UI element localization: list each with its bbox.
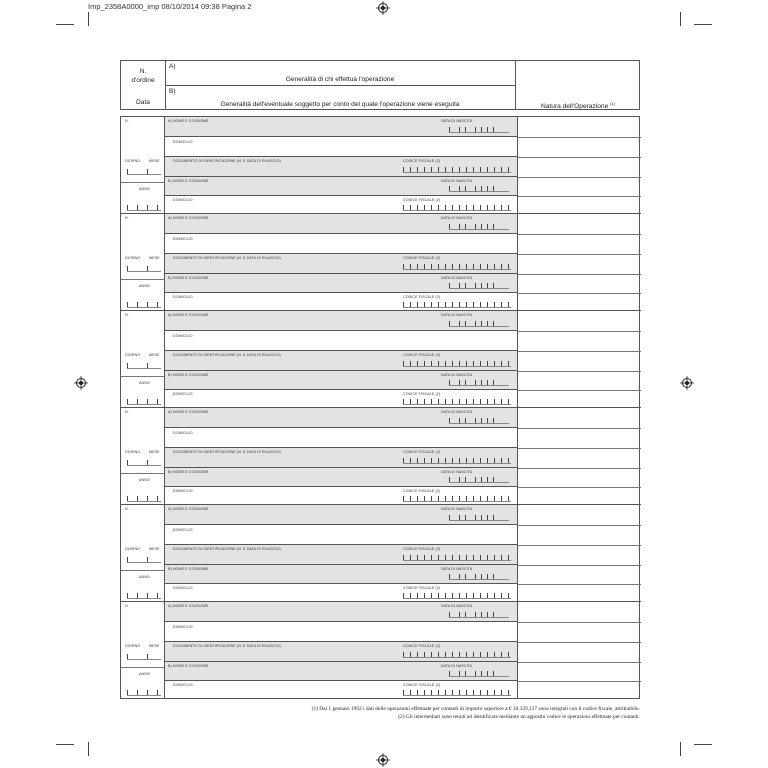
digit-boxes[interactable] bbox=[403, 302, 511, 307]
crop-mark bbox=[88, 12, 89, 26]
giorno-label: GIORNO bbox=[125, 450, 141, 454]
natura-cell[interactable] bbox=[517, 214, 641, 310]
digit-boxes[interactable] bbox=[403, 205, 511, 210]
digit-boxes[interactable] bbox=[403, 555, 511, 560]
anno-label: ANNO bbox=[139, 575, 150, 579]
natura-text: Natura dell'Operazione bbox=[541, 103, 609, 111]
anno-label: ANNO bbox=[139, 284, 150, 288]
registration-mark-icon bbox=[74, 376, 88, 390]
codice-fiscale-label bbox=[403, 392, 440, 396]
b-nome-label: B) NOME E COGNOME bbox=[168, 567, 209, 571]
section-b-label: B) bbox=[169, 88, 176, 95]
data-nascita-label: DATA DI NASCITA bbox=[441, 216, 473, 220]
register-entry bbox=[121, 505, 641, 602]
a-name-row[interactable] bbox=[165, 117, 517, 137]
documento-label: DOCUMENTO DI IDENTIFICAZIONE (N. E DATA DI RILASCIO) bbox=[173, 159, 281, 163]
a-nome-label: A) NOME E COGNOME bbox=[168, 119, 209, 123]
documento-label: DOCUMENTO DI IDENTIFICAZIONE (N. E DATA DI RILASCIO) bbox=[173, 353, 281, 357]
cf-text: CODICE FISCALE bbox=[403, 256, 435, 260]
cf-note: (2) bbox=[435, 256, 441, 260]
documento-label: DOCUMENTO DI IDENTIFICAZIONE (N. E DATA DI RILASCIO) bbox=[173, 644, 281, 648]
order-date-cell[interactable] bbox=[121, 602, 165, 699]
natura-label bbox=[515, 101, 641, 110]
mese-label: MESE bbox=[149, 450, 160, 454]
footnote-2: (2) Gli intermediari sono tenuti ad identificare mediante un apposito codice le operazioni effettuate per contanti. bbox=[398, 714, 640, 720]
domicilio-label: DOMICILIO bbox=[173, 528, 193, 532]
cf-note: (2) bbox=[435, 392, 441, 396]
digit-boxes[interactable] bbox=[127, 496, 161, 501]
n-label: N. bbox=[125, 313, 129, 317]
b-nome-label: B) NOME E COGNOME bbox=[168, 373, 209, 377]
data-nascita-label: DATA DI NASCITA bbox=[441, 410, 473, 414]
domicilio-label: DOMICILIO bbox=[173, 198, 193, 202]
b-nome-label: B) NOME E COGNOME bbox=[168, 276, 209, 280]
digit-boxes[interactable] bbox=[127, 399, 161, 404]
anno-label: ANNO bbox=[139, 187, 150, 191]
register-entry bbox=[121, 117, 641, 214]
codice-fiscale-label bbox=[403, 198, 440, 202]
digit-boxes[interactable] bbox=[403, 496, 511, 501]
codice-fiscale-label bbox=[403, 586, 440, 590]
domicilio-label: DOMICILIO bbox=[173, 586, 193, 590]
register-header bbox=[120, 60, 640, 110]
data-nascita-label: DATA DI NASCITA bbox=[441, 470, 473, 474]
a-nome-label: A) NOME E COGNOME bbox=[168, 216, 209, 220]
a-documento-row[interactable] bbox=[165, 157, 517, 177]
digit-boxes[interactable] bbox=[403, 264, 511, 269]
domicilio-label: DOMICILIO bbox=[173, 431, 193, 435]
b-domicilio-row[interactable] bbox=[165, 390, 517, 408]
b-name-row[interactable] bbox=[165, 274, 517, 293]
codice-fiscale-label bbox=[403, 644, 440, 648]
digit-boxes[interactable] bbox=[449, 127, 509, 132]
register-entry bbox=[121, 214, 641, 311]
a-documento-row[interactable] bbox=[165, 642, 517, 662]
documento-label: DOCUMENTO DI IDENTIFICAZIONE (N. E DATA DI RILASCIO) bbox=[173, 450, 281, 454]
section-b-title: Generalità dell'eventuale soggetto per conto del quale l'operazione viene eseguita bbox=[220, 101, 460, 108]
digit-boxes[interactable] bbox=[403, 167, 511, 172]
digit-boxes[interactable] bbox=[403, 593, 511, 598]
cf-note: (2) bbox=[435, 353, 441, 357]
cf-text: CODICE FISCALE bbox=[403, 353, 435, 357]
registration-mark-icon bbox=[376, 753, 390, 767]
crop-mark bbox=[694, 24, 712, 25]
cf-note: (2) bbox=[435, 159, 441, 163]
b-domicilio-row[interactable] bbox=[165, 293, 517, 311]
register-form bbox=[120, 60, 640, 699]
digit-boxes[interactable] bbox=[449, 321, 509, 326]
a-name-row[interactable] bbox=[165, 602, 517, 622]
b-name-row[interactable] bbox=[165, 565, 517, 584]
cf-note: (2) bbox=[435, 198, 441, 202]
n-label: N. bbox=[125, 216, 129, 220]
cf-note: (2) bbox=[435, 683, 441, 687]
order-date-cell[interactable] bbox=[121, 214, 165, 310]
anno-label: ANNO bbox=[139, 672, 150, 676]
b-domicilio-row[interactable] bbox=[165, 196, 517, 214]
crop-mark bbox=[680, 742, 681, 756]
a-documento-row[interactable] bbox=[165, 351, 517, 371]
data-label: Data bbox=[136, 99, 150, 106]
data-nascita-label: DATA DI NASCITA bbox=[441, 179, 473, 183]
domicilio-label: DOMICILIO bbox=[173, 140, 193, 144]
register-entry bbox=[121, 408, 641, 505]
digit-boxes[interactable] bbox=[403, 690, 511, 695]
data-nascita-label: DATA DI NASCITA bbox=[441, 119, 473, 123]
crop-mark bbox=[56, 24, 74, 25]
codice-fiscale-label bbox=[403, 353, 440, 357]
natura-cell[interactable] bbox=[517, 408, 641, 504]
cf-text: CODICE FISCALE bbox=[403, 586, 435, 590]
a-domicilio-row[interactable] bbox=[165, 622, 517, 642]
section-a-label: A) bbox=[169, 63, 176, 70]
domicilio-label: DOMICILIO bbox=[173, 295, 193, 299]
digit-boxes[interactable] bbox=[127, 593, 161, 598]
a-nome-label: A) NOME E COGNOME bbox=[168, 507, 209, 511]
register-body bbox=[120, 116, 640, 699]
b-name-row[interactable] bbox=[165, 662, 517, 681]
anno-label: ANNO bbox=[139, 478, 150, 482]
mese-label: MESE bbox=[149, 644, 160, 648]
crop-mark bbox=[88, 742, 89, 756]
data-nascita-label: DATA DI NASCITA bbox=[441, 604, 473, 608]
cf-text: CODICE FISCALE bbox=[403, 392, 435, 396]
crop-mark bbox=[694, 744, 712, 745]
ordine-label: N. d'ordine bbox=[131, 68, 155, 84]
b-name-row[interactable] bbox=[165, 177, 517, 196]
domicilio-label: DOMICILIO bbox=[173, 625, 193, 629]
natura-cell[interactable] bbox=[517, 117, 641, 213]
codice-fiscale-label bbox=[403, 256, 440, 260]
n-label: N. bbox=[125, 604, 129, 608]
digit-boxes[interactable] bbox=[449, 380, 509, 385]
digit-boxes[interactable] bbox=[449, 671, 509, 676]
print-slug: Imp_2358A0000_imp 08/10/2014 09:38 Pagina 2 bbox=[88, 2, 252, 11]
digit-boxes[interactable] bbox=[449, 477, 509, 482]
documento-label: DOCUMENTO DI IDENTIFICAZIONE (N. E DATA DI RILASCIO) bbox=[173, 256, 281, 260]
cf-text: CODICE FISCALE bbox=[403, 198, 435, 202]
digit-boxes[interactable] bbox=[127, 654, 161, 659]
cf-text: CODICE FISCALE bbox=[403, 547, 435, 551]
digit-boxes[interactable] bbox=[127, 557, 161, 562]
a-domicilio-row[interactable] bbox=[165, 137, 517, 157]
cf-note: (2) bbox=[435, 295, 441, 299]
giorno-label: GIORNO bbox=[125, 644, 141, 648]
b-nome-label: B) NOME E COGNOME bbox=[168, 470, 209, 474]
cf-text: CODICE FISCALE bbox=[403, 644, 435, 648]
codice-fiscale-label bbox=[403, 450, 440, 454]
cf-text: CODICE FISCALE bbox=[403, 450, 435, 454]
n-label: N. bbox=[125, 410, 129, 414]
data-nascita-label: DATA DI NASCITA bbox=[441, 567, 473, 571]
natura-note: (1) bbox=[610, 101, 615, 106]
data-nascita-label: DATA DI NASCITA bbox=[441, 313, 473, 317]
giorno-label: GIORNO bbox=[125, 353, 141, 357]
digit-boxes[interactable] bbox=[127, 266, 161, 271]
natura-cell[interactable] bbox=[517, 602, 641, 699]
a-domicilio-row[interactable] bbox=[165, 428, 517, 448]
digit-boxes[interactable] bbox=[449, 224, 509, 229]
order-date-cell[interactable] bbox=[121, 117, 165, 213]
giorno-label: GIORNO bbox=[125, 547, 141, 551]
order-date-cell[interactable] bbox=[121, 505, 165, 601]
digit-boxes[interactable] bbox=[449, 186, 509, 191]
a-documento-row[interactable] bbox=[165, 545, 517, 565]
footnote-1: (1) Dal 1 gennaio 1992 i dati delle operazioni effettuate per contanti di importo superiore a € 10.329,137 sono integrati con il codice fiscale, attribuibile. bbox=[311, 706, 640, 712]
cf-text: CODICE FISCALE bbox=[403, 489, 435, 493]
registration-mark-icon bbox=[376, 1, 390, 15]
a-documento-row[interactable] bbox=[165, 254, 517, 274]
cf-note: (2) bbox=[435, 586, 441, 590]
digit-boxes[interactable] bbox=[449, 574, 509, 579]
n-label: N. bbox=[125, 507, 129, 511]
domicilio-label: DOMICILIO bbox=[173, 237, 193, 241]
mese-label: MESE bbox=[149, 256, 160, 260]
n-label: N. bbox=[125, 119, 129, 123]
section-a-title: Generalità di chi effettua l'operazione bbox=[285, 76, 395, 83]
digit-boxes[interactable] bbox=[127, 169, 161, 174]
data-nascita-label: DATA DI NASCITA bbox=[441, 507, 473, 511]
digit-boxes[interactable] bbox=[403, 399, 511, 404]
a-name-row[interactable] bbox=[165, 505, 517, 525]
b-nome-label: B) NOME E COGNOME bbox=[168, 179, 209, 183]
order-date-cell[interactable] bbox=[121, 311, 165, 407]
data-nascita-label: DATA DI NASCITA bbox=[441, 664, 473, 668]
giorno-label: GIORNO bbox=[125, 159, 141, 163]
domicilio-label: DOMICILIO bbox=[173, 334, 193, 338]
natura-cell[interactable] bbox=[517, 311, 641, 407]
a-name-row[interactable] bbox=[165, 408, 517, 428]
documento-label: DOCUMENTO DI IDENTIFICAZIONE (N. E DATA DI RILASCIO) bbox=[173, 547, 281, 551]
digit-boxes[interactable] bbox=[449, 515, 509, 520]
cf-note: (2) bbox=[435, 547, 441, 551]
digit-boxes[interactable] bbox=[127, 460, 161, 465]
domicilio-label: DOMICILIO bbox=[173, 683, 193, 687]
codice-fiscale-label bbox=[403, 489, 440, 493]
digit-boxes[interactable] bbox=[127, 690, 161, 695]
b-domicilio-row[interactable] bbox=[165, 584, 517, 602]
cf-text: CODICE FISCALE bbox=[403, 159, 435, 163]
giorno-label: GIORNO bbox=[125, 256, 141, 260]
registration-mark-icon bbox=[680, 376, 694, 390]
digit-boxes[interactable] bbox=[403, 361, 511, 366]
digit-boxes[interactable] bbox=[403, 458, 511, 463]
a-documento-row[interactable] bbox=[165, 448, 517, 468]
codice-fiscale-label bbox=[403, 159, 440, 163]
domicilio-label: DOMICILIO bbox=[173, 392, 193, 396]
digit-boxes[interactable] bbox=[127, 302, 161, 307]
codice-fiscale-label bbox=[403, 683, 440, 687]
a-name-row[interactable] bbox=[165, 214, 517, 234]
data-nascita-label: DATA DI NASCITA bbox=[441, 276, 473, 280]
b-nome-label: B) NOME E COGNOME bbox=[168, 664, 209, 668]
crop-mark bbox=[56, 744, 74, 745]
a-nome-label: A) NOME E COGNOME bbox=[168, 604, 209, 608]
codice-fiscale-label bbox=[403, 295, 440, 299]
a-domicilio-row[interactable] bbox=[165, 331, 517, 351]
crop-mark bbox=[680, 12, 681, 26]
a-nome-label: A) NOME E COGNOME bbox=[168, 410, 209, 414]
digit-boxes[interactable] bbox=[127, 205, 161, 210]
domicilio-label: DOMICILIO bbox=[173, 489, 193, 493]
cf-note: (2) bbox=[435, 450, 441, 454]
anno-label: ANNO bbox=[139, 381, 150, 385]
mese-label: MESE bbox=[149, 547, 160, 551]
b-domicilio-row[interactable] bbox=[165, 681, 517, 699]
digit-boxes[interactable] bbox=[127, 363, 161, 368]
cf-text: CODICE FISCALE bbox=[403, 683, 435, 687]
cf-note: (2) bbox=[435, 489, 441, 493]
digit-boxes[interactable] bbox=[449, 418, 509, 423]
b-name-row[interactable] bbox=[165, 468, 517, 487]
cf-text: CODICE FISCALE bbox=[403, 295, 435, 299]
a-name-row[interactable] bbox=[165, 311, 517, 331]
codice-fiscale-label bbox=[403, 547, 440, 551]
cf-note: (2) bbox=[435, 644, 441, 648]
mese-label: MESE bbox=[149, 353, 160, 357]
b-domicilio-row[interactable] bbox=[165, 487, 517, 505]
register-entry bbox=[121, 311, 641, 408]
digit-boxes[interactable] bbox=[403, 652, 511, 657]
natura-cell[interactable] bbox=[517, 505, 641, 601]
order-date-cell[interactable] bbox=[121, 408, 165, 504]
digit-boxes[interactable] bbox=[449, 612, 509, 617]
a-domicilio-row[interactable] bbox=[165, 234, 517, 254]
a-domicilio-row[interactable] bbox=[165, 525, 517, 545]
b-name-row[interactable] bbox=[165, 371, 517, 390]
a-nome-label: A) NOME E COGNOME bbox=[168, 313, 209, 317]
mese-label: MESE bbox=[149, 159, 160, 163]
digit-boxes[interactable] bbox=[449, 283, 509, 288]
register-entry bbox=[121, 602, 641, 699]
data-nascita-label: DATA DI NASCITA bbox=[441, 373, 473, 377]
